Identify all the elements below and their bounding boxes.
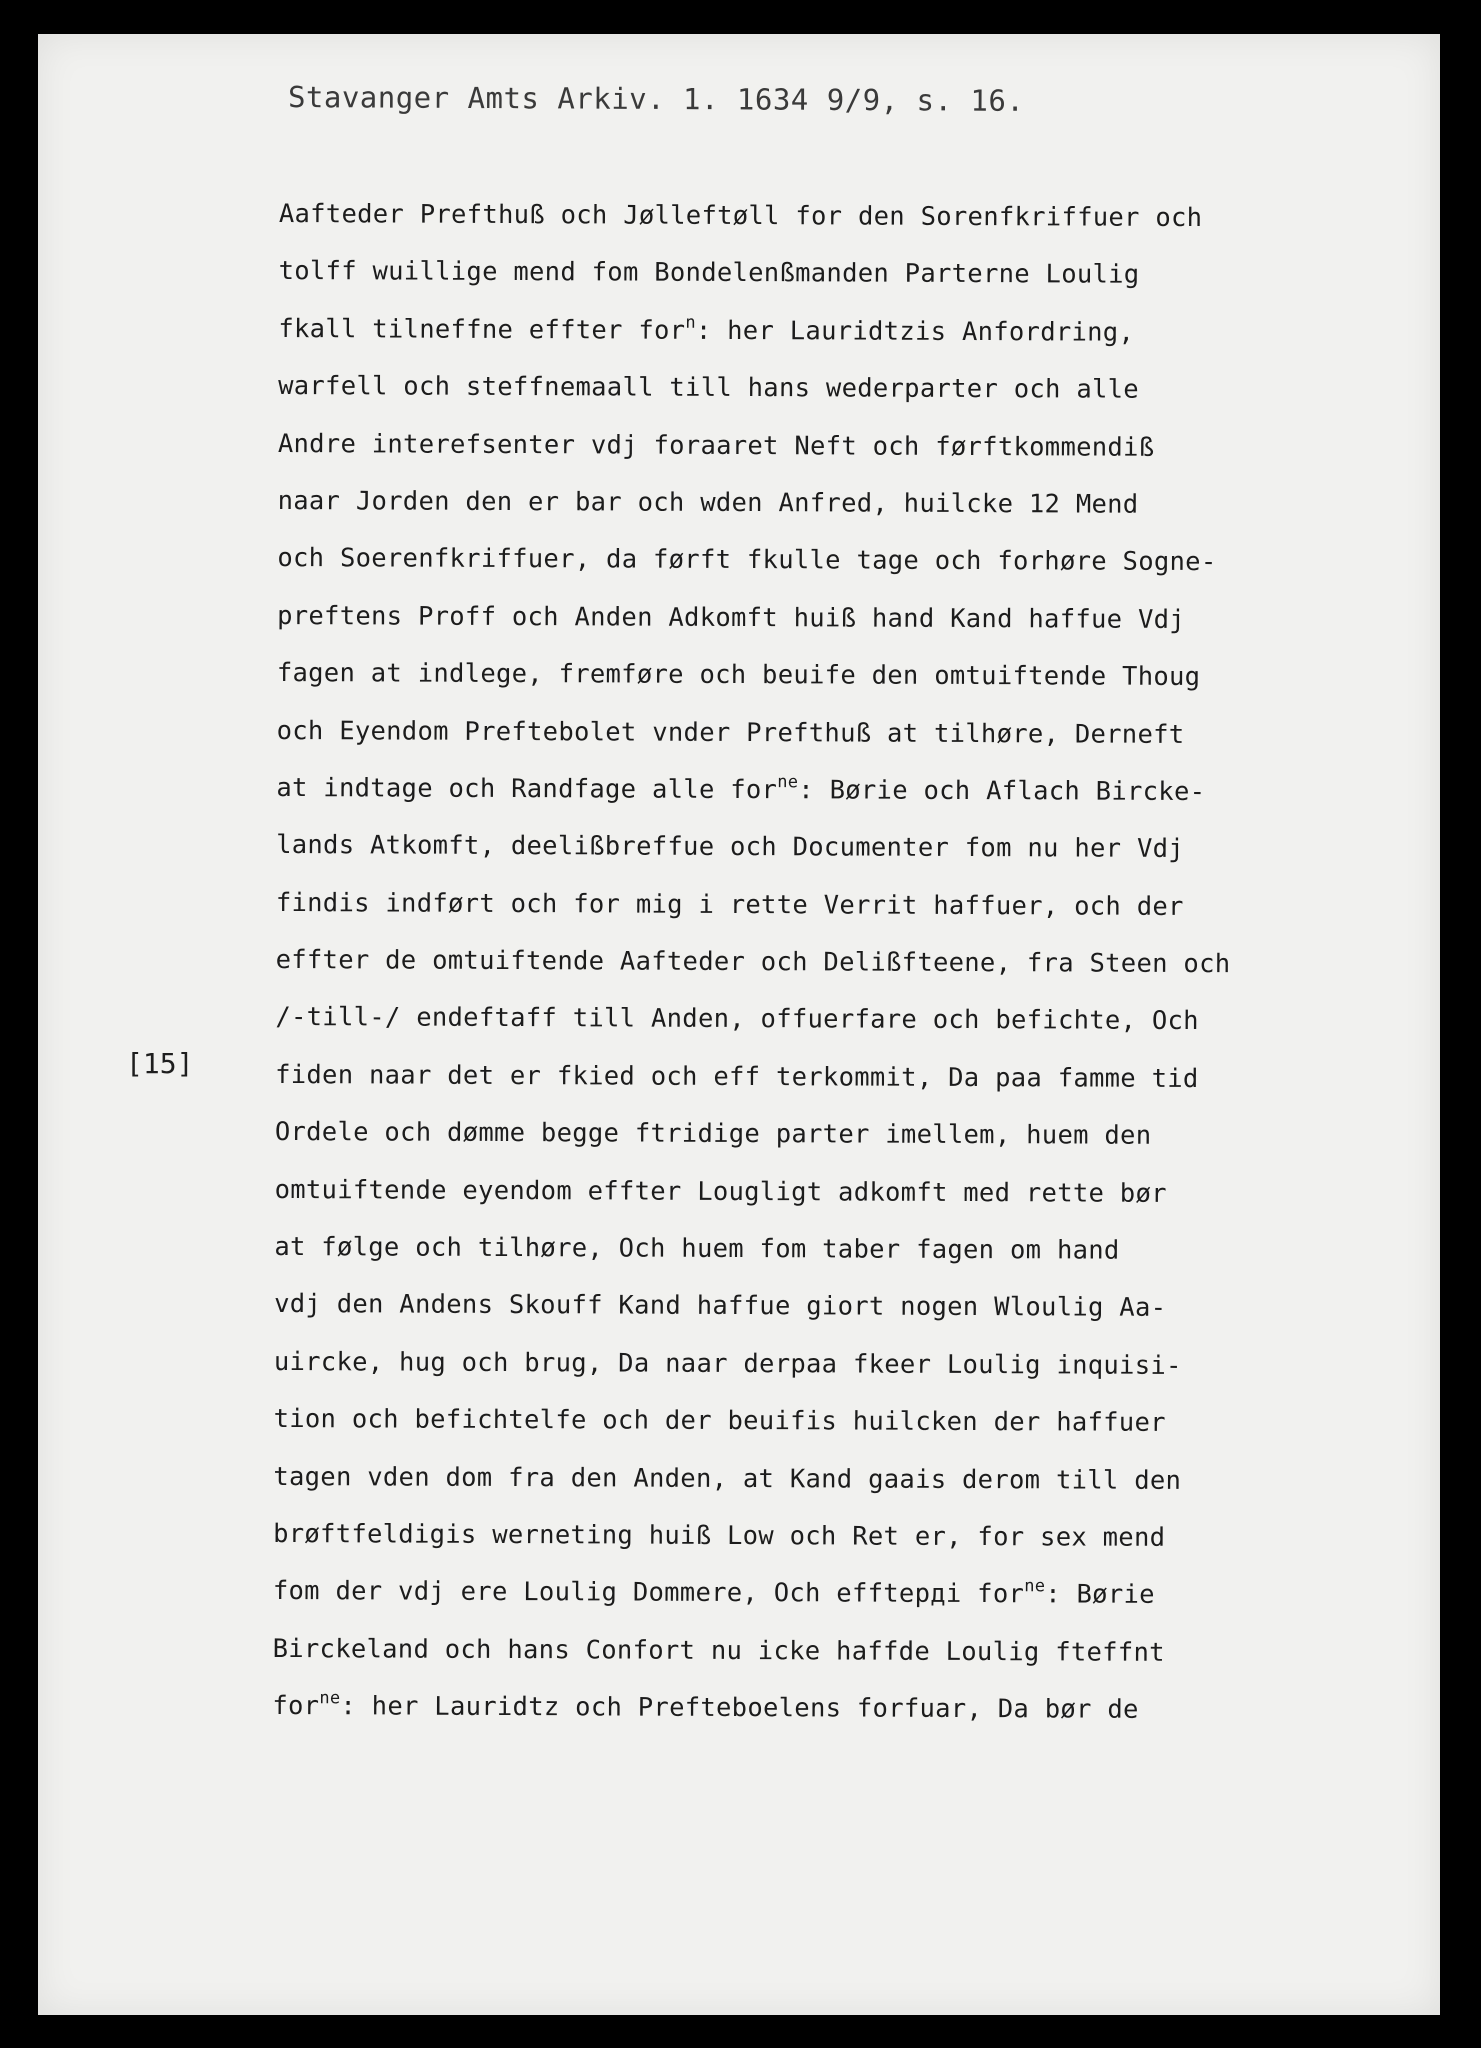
text-line: /-till-/ endeftaff till Anden, offuerfare och befichte, Och xyxy=(275,1002,1199,1037)
text-line: Aafteder Prefthuß och Jølleftøll for den Sorenfkriffuer och xyxy=(278,198,1203,234)
text-line: warfell och steffnemaall till hans wederparter och alle xyxy=(278,371,1140,405)
text-line: fagen at indlege, fremføre och beuife den omtuiftende Thoug xyxy=(276,658,1201,693)
document-page xyxy=(38,34,1440,2015)
text-line: effter de omtuiftende Aafteder och Delißfteene, fra Steen och xyxy=(275,945,1231,980)
text-line: for$^{ne}$: her Lauridtz och Prefteboelens forfuar, Da bør de xyxy=(272,1688,1139,1725)
superscript-abbreviation: ne xyxy=(1024,1576,1046,1597)
text-line: tagen vden dom fra den Anden, at Kand gaais derom till den xyxy=(273,1461,1182,1496)
text-line: Andre interefsenter vdj foraaret Neft och førftkommendiß xyxy=(277,428,1155,463)
text-line: Ordele och dømme begge ftridige parter imellem, huem den xyxy=(274,1117,1152,1152)
text-line: fkall tilneffne effter for$^n$: her Lauridtzis Anfordring, xyxy=(278,312,1135,348)
superscript-abbreviation: ne xyxy=(319,1688,341,1709)
text-line: och Soerenfkriffuer, da førft fkulle tage och forhøre Sogne- xyxy=(277,543,1217,578)
text-line: och Eyendom Preftebolet vnder Prefthuß at tilhøre, Derneft xyxy=(276,715,1185,750)
text-line: uircke, hug och brug, Da naar derpaa fkeer Loulig inquisi- xyxy=(273,1346,1182,1381)
superscript-abbreviation: ne xyxy=(777,772,799,793)
text-line: brøftfeldigis werneting huiß Low och Ret er, for sex mend xyxy=(273,1518,1166,1553)
text-line: preftens Proff och Anden Adkomft huiß hand Kand haffue Vdj xyxy=(277,600,1186,635)
transcript-body xyxy=(272,186,1419,1741)
text-line: findis indført och for mig i rette Verrit haffuer, och der xyxy=(275,887,1184,922)
text-line: at følge och tilhøre, Och huem fom taber fagen om hand xyxy=(274,1232,1120,1266)
text-line: tolff wuillige mend fom Bondelenßmanden Parterne Loulig xyxy=(278,256,1140,291)
text-line: vdj den Andens Skouff Kand haffue giort nogen Wloulig Aa- xyxy=(274,1289,1167,1324)
text-line: Birckeland och hans Confort nu icke haffde Loulig fteffnt xyxy=(272,1633,1165,1668)
text-line: naar Jorden den er bar och wden Anfred, huilcke 12 Mend xyxy=(277,485,1139,520)
archive-reference-header: Stavanger Amts Arkiv. 1. 1634 9/9, s. 16. xyxy=(287,80,1025,118)
page-margin-number: [15] xyxy=(126,1047,194,1080)
superscript-abbreviation: n xyxy=(685,312,696,333)
text-line: fom der vdj ere Loulig Dommere, Och efftердi for$^{ne}$: Børie xyxy=(272,1576,1155,1611)
text-line: tion och befichtelfe och der beuifis huilcken der haffuer xyxy=(273,1404,1166,1439)
text-line: at indtage och Randfage alle for$^{ne}$: Børie och Aflach Bircke- xyxy=(276,772,1206,807)
text-line: fiden naar det er fkied och eff terkommit, Da paa famme tid xyxy=(275,1059,1199,1094)
text-line: lands Atkomft, deelißbreffue och Documenter fom nu her Vdj xyxy=(276,830,1185,865)
text-line: omtuiftende eyendom effter Lougligt adkomft med rette bør xyxy=(274,1174,1167,1209)
